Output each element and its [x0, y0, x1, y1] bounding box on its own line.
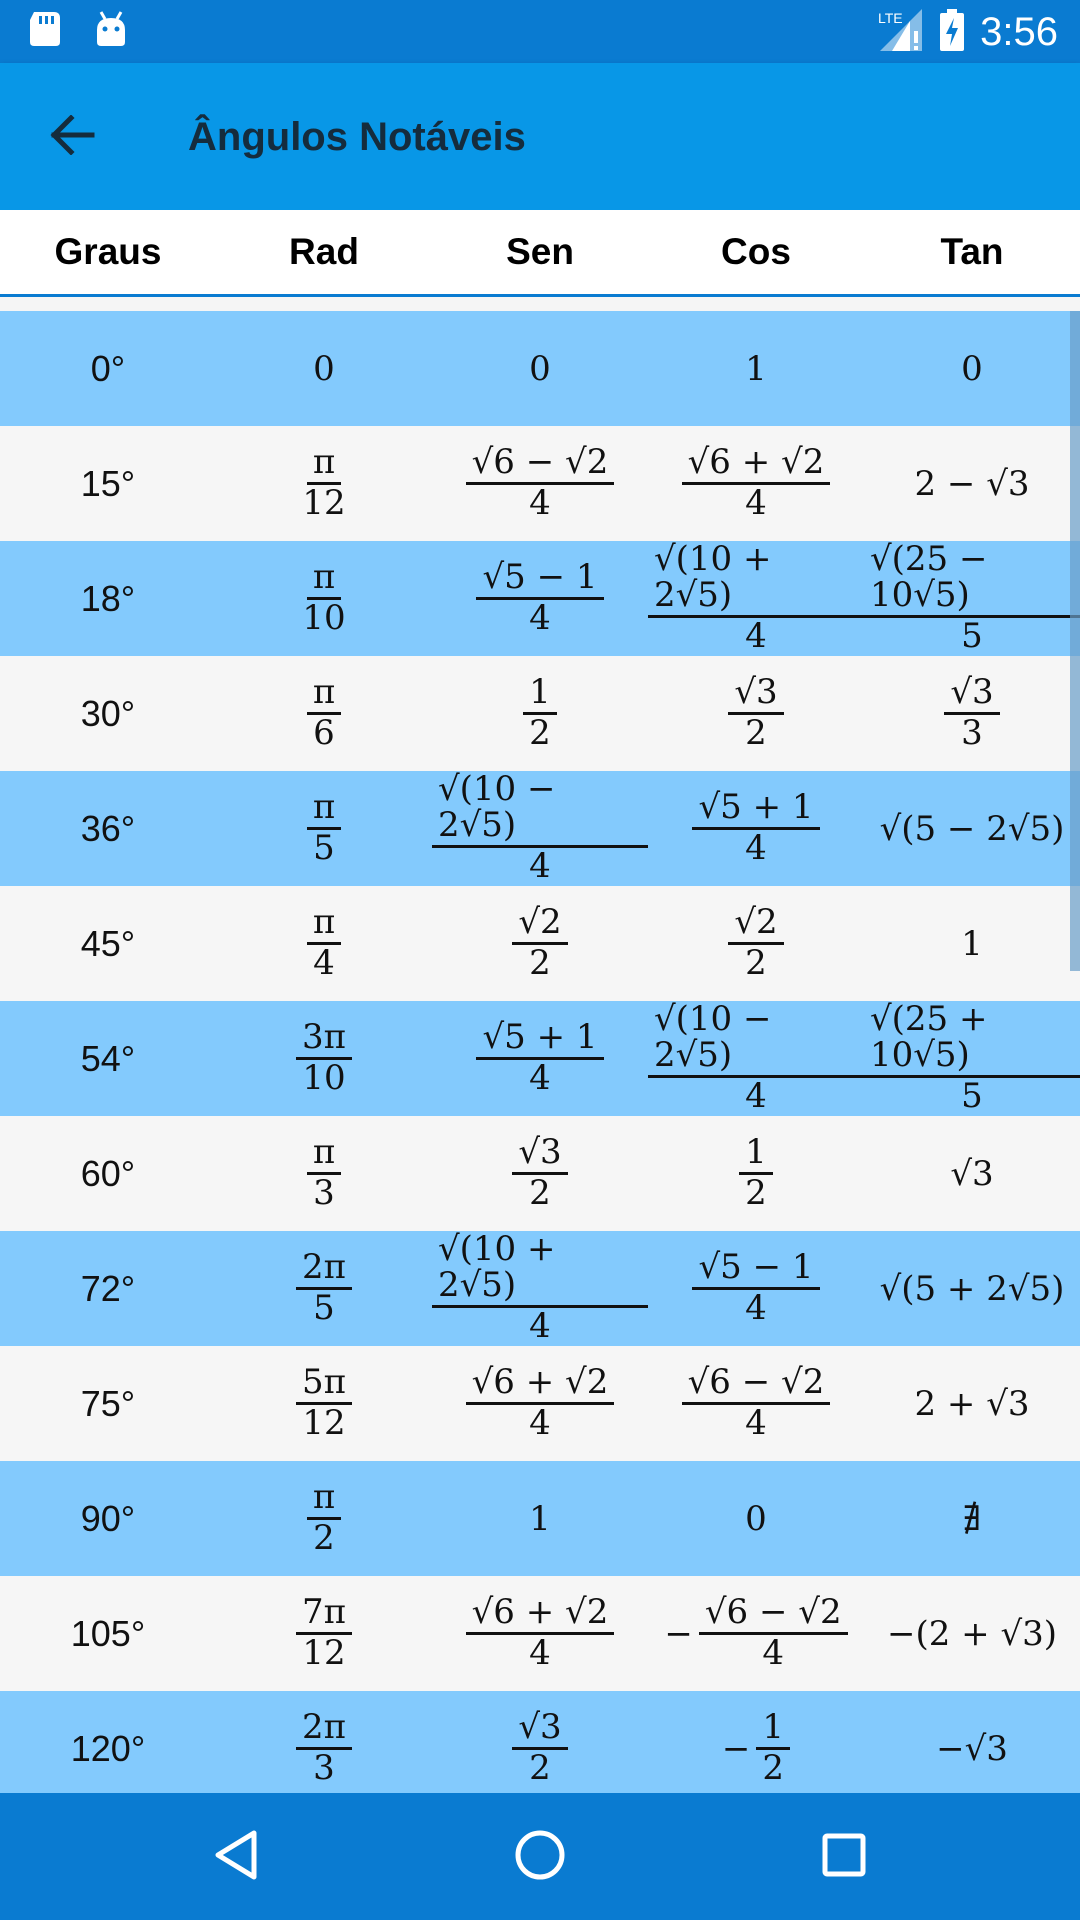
cell-deg: 54° — [80, 1037, 136, 1079]
cell-rad: 0 — [313, 348, 335, 389]
header-cos: Cos — [721, 231, 791, 272]
cell-cos: − $\frac{√6 - √2}{4}$ — [648, 1595, 864, 1671]
cell-cos: $\frac{√6 + √2}{4}$ — [648, 445, 864, 521]
cell-rad: $\frac{2\pi}{5}$ — [216, 1250, 432, 1326]
cell-sen: $\frac{√(10 - 2√5)}{4}$ — [432, 772, 648, 884]
sd-card-icon — [28, 10, 62, 53]
table-header — [0, 210, 1080, 297]
cell-sen: 1 — [529, 1498, 551, 1539]
table-row — [0, 886, 1080, 1001]
battery-charging-icon — [938, 8, 966, 57]
cell-sen: $\frac{√3}{2}$ — [432, 1135, 648, 1211]
cell-sen: $\frac{1}{2}$ — [432, 675, 648, 751]
table-row — [0, 1691, 1080, 1793]
cell-tan: −√3 — [936, 1728, 1008, 1769]
cell-deg: 15° — [80, 462, 136, 504]
cell-tan: √3 — [950, 1153, 994, 1194]
cell-cos: $\frac{√5 + 1}{4}$ — [648, 790, 864, 866]
cell-tan: 1 — [961, 923, 983, 964]
cell-sen: $\frac{√(10 + 2√5)}{4}$ — [432, 1232, 648, 1344]
header-tan: Tan — [940, 231, 1004, 272]
cell-deg: 0° — [90, 347, 126, 389]
page-title: Ângulos Notáveis — [188, 115, 526, 159]
cell-sen: $\frac{√2}{2}$ — [432, 905, 648, 981]
cell-rad: $\frac{\pi}{10}$ — [302, 557, 346, 638]
cell-cos: 1 — [745, 348, 767, 389]
table-row — [0, 1001, 1080, 1116]
table-row — [0, 311, 1080, 426]
table-row — [0, 1346, 1080, 1461]
table-row — [0, 1461, 1080, 1576]
cell-deg: 45° — [80, 922, 136, 964]
nav-back-button[interactable] — [200, 1821, 272, 1893]
cell-tan: 0 — [961, 348, 983, 389]
cell-tan: −(2 + √3) — [886, 1613, 1058, 1654]
cell-tan: $\frac{√3}{3}$ — [864, 675, 1080, 751]
cell-deg: 36° — [80, 807, 136, 849]
cell-rad: $\frac{\pi}{6}$ — [216, 675, 432, 751]
navigation-bar — [0, 1793, 1080, 1920]
cell-tan: √(5 − 2√5) — [879, 808, 1065, 849]
cell-deg: 120° — [70, 1727, 146, 1769]
table-row — [0, 1116, 1080, 1231]
cell-tan: $\frac{√(25 - 10√5)}{5}$ — [864, 542, 1080, 654]
cell-rad: $\frac{\pi}{3}$ — [216, 1135, 432, 1211]
header-sen: Sen — [506, 231, 574, 272]
scrollbar[interactable] — [1070, 311, 1080, 971]
cell-rad: $\frac{\pi}{4}$ — [216, 905, 432, 981]
cell-sen: $\frac{√5 - 1}{4}$ — [432, 560, 648, 636]
home-circle-icon — [512, 1827, 568, 1888]
table-row — [0, 541, 1080, 656]
cell-rad: $\frac{3\pi}{10}$ — [216, 1020, 432, 1096]
status-bar — [0, 0, 1080, 63]
cell-sen: $\frac{√6 - √2}{4}$ — [432, 445, 648, 521]
header-rad: Rad — [289, 231, 359, 272]
cell-deg: 60° — [80, 1152, 136, 1194]
cell-cos: $\frac{√3}{2}$ — [648, 675, 864, 751]
table-row — [0, 771, 1080, 886]
cell-cos: − $\frac{1}{2}$ — [648, 1710, 864, 1786]
cell-cos: $\frac{√(10 + 2√5)}{4}$ — [648, 542, 864, 654]
nav-recents-button[interactable] — [808, 1821, 880, 1893]
cell-tan: ∄ — [962, 1498, 982, 1539]
cell-rad: $\frac{\pi}{2}$ — [216, 1480, 432, 1556]
table-row — [0, 1231, 1080, 1346]
cell-cos: $\frac{√5 - 1}{4}$ — [648, 1250, 864, 1326]
cell-cos: $\frac{1}{2}$ — [648, 1135, 864, 1211]
cell-sen: $\frac{√3}{2}$ — [432, 1710, 648, 1786]
cell-sen: $\frac{√5 + 1}{4}$ — [432, 1020, 648, 1096]
status-time: 3:56 — [980, 10, 1058, 54]
recents-square-icon — [816, 1827, 872, 1888]
cell-deg: 30° — [80, 692, 136, 734]
cell-rad: $\frac{2\pi}{3}$ — [216, 1710, 432, 1786]
cell-sen: 0 — [529, 348, 551, 389]
cell-cos: 0 — [745, 1498, 767, 1539]
cell-deg: 90° — [80, 1497, 136, 1539]
cell-sen: $\frac{√6 + √2}{4}$ — [432, 1595, 648, 1671]
svg-text:LTE: LTE — [878, 10, 903, 26]
cell-sen: $\frac{√6 + √2}{4}$ — [432, 1365, 648, 1441]
app-bar — [0, 63, 1080, 210]
cell-tan: 2 − √3 — [914, 463, 1030, 504]
cell-deg: 105° — [70, 1612, 146, 1654]
cell-rad: $\frac{\pi}{12}$ — [302, 442, 346, 523]
back-button[interactable] — [36, 107, 108, 167]
back-triangle-icon — [208, 1827, 264, 1888]
cell-tan: $\frac{√(25 + 10√5)}{5}$ — [864, 1002, 1080, 1114]
table-row — [0, 656, 1080, 771]
cell-deg: 18° — [80, 577, 136, 619]
android-icon — [94, 10, 128, 53]
cell-deg: 75° — [80, 1382, 136, 1424]
header-graus: Graus — [54, 231, 162, 272]
cell-cos: $\frac{√2}{2}$ — [648, 905, 864, 981]
cell-tan: √(5 + 2√5) — [879, 1268, 1065, 1309]
angles-table[interactable] — [0, 311, 1080, 1793]
cell-rad: $\frac{7\pi}{12}$ — [216, 1595, 432, 1671]
signal-lte-icon — [876, 7, 924, 58]
cell-cos: $\frac{√(10 - 2√5)}{4}$ — [648, 1002, 864, 1114]
cell-rad: $\frac{5\pi}{12}$ — [216, 1365, 432, 1441]
table-row — [0, 1576, 1080, 1691]
nav-home-button[interactable] — [504, 1821, 576, 1893]
table-row — [0, 426, 1080, 541]
cell-tan: 2 + √3 — [914, 1383, 1030, 1424]
arrow-back-icon — [49, 115, 95, 160]
cell-deg: 72° — [80, 1267, 136, 1309]
cell-cos: $\frac{√6 - √2}{4}$ — [648, 1365, 864, 1441]
cell-rad: $\frac{\pi}{5}$ — [216, 790, 432, 866]
